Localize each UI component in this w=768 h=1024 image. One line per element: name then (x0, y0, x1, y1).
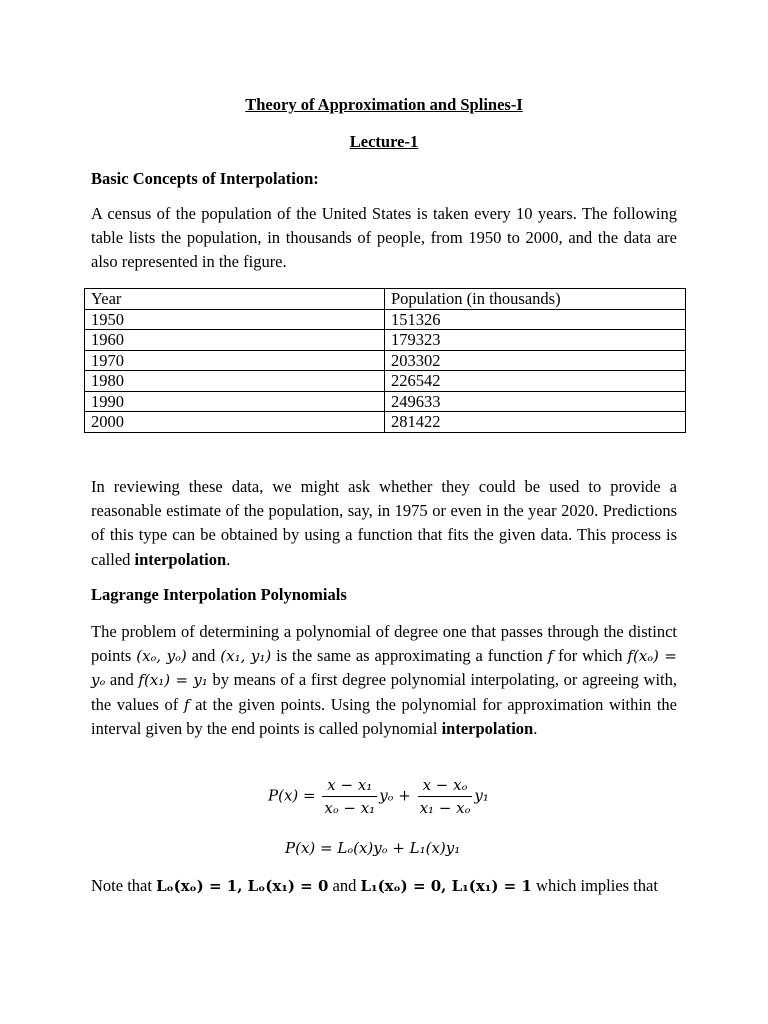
table-cell-year: 1950 (85, 309, 385, 330)
fraction-1-denominator: xₒ − x₁ (324, 799, 376, 817)
population-table (84, 288, 686, 433)
point-0: (xₒ, yₒ) (136, 647, 187, 666)
intro-paragraph: A census of the population of the United States is taken every 10 years. The following table lists the population, in thousands of people, from 1950 to 2000, and the data are also represented in the figure. (91, 204, 677, 272)
lagrange-text: and (186, 646, 221, 666)
condition-1: f(x₁) = y₁ (138, 671, 208, 690)
table-cell-year: 2000 (85, 412, 385, 433)
table-cell-year: 1980 (85, 371, 385, 392)
function-symbol: f (547, 647, 554, 666)
review-end: . (226, 549, 231, 569)
function-symbol: f (183, 695, 190, 714)
formula-tail: y₁ (474, 786, 489, 805)
lagrange-text: for which (553, 646, 628, 666)
table-row (85, 309, 686, 330)
note-line (91, 874, 677, 898)
table-header-year: Year (85, 289, 385, 310)
formula-middle: yₒ + (379, 786, 411, 805)
lagrange-text: is the same as approximating a function (271, 646, 548, 666)
note-text: and (328, 876, 361, 895)
note-equation-1: Lₒ(xₒ) = 1, Lₒ(x₁) = 0 (156, 877, 329, 895)
review-paragraph (91, 475, 677, 572)
table-row (85, 412, 686, 433)
document-title: Theory of Approximation and Splines-I (245, 95, 523, 114)
table-cell-year: 1990 (85, 391, 385, 412)
review-text: In reviewing these data, we might ask whether they could be used to provide a reasonable estimate of the population, say, in 1975 or even in the year 2020. Predictions of this type can be obtained by using a function that fits the given data. This process is called (91, 477, 677, 569)
table-row (85, 391, 686, 412)
fraction-1 (322, 774, 377, 819)
section-heading-basic-concepts: Basic Concepts of Interpolation: (91, 169, 319, 188)
table-cell-year: 1970 (85, 350, 385, 371)
table-cell-population: 249633 (385, 391, 686, 412)
lagrange-formula (268, 774, 489, 819)
table-cell-population: 226542 (385, 371, 686, 392)
table-cell-population: 179323 (385, 330, 686, 351)
lagrange-text: and (105, 670, 139, 690)
lecture-label: Lecture-1 (349, 132, 419, 151)
section-heading-lagrange: Lagrange Interpolation Polynomials (91, 585, 347, 604)
table-row (85, 371, 686, 392)
lagrange-text: . (533, 718, 538, 738)
interpolation-term: interpolation (134, 549, 227, 569)
table-cell-population: 151326 (385, 309, 686, 330)
lagrange-text: at the given points. Using the polynomial for approximation within the interval given by the end points is called polynomial (91, 694, 677, 738)
fraction-2-numerator: x − xₒ (418, 774, 473, 797)
table-cell-year: 1960 (85, 330, 385, 351)
fraction-1-numerator: x − x₁ (322, 774, 377, 797)
lagrange-paragraph (91, 620, 677, 741)
fraction-2 (418, 774, 473, 819)
note-text: Note that (91, 876, 157, 895)
table-row (85, 330, 686, 351)
table-cell-population: 281422 (385, 412, 686, 433)
table-cell-population: 203302 (385, 350, 686, 371)
table-row (85, 350, 686, 371)
condition-0: f(xₒ) = yₒ (91, 647, 677, 690)
formula-lhs: P(x) = (268, 786, 316, 805)
lagrange-text: The problem of determining a polynomial of degree one that passes through the distinct points (91, 622, 677, 666)
lagrange-text: by means of a first degree polynomial interpolating, or agreeing with, the values of (91, 670, 677, 714)
table-header-row (85, 289, 686, 310)
lagrange-basis-formula: P(x) = Lₒ(x)yₒ + L₁(x)y₁ (285, 839, 461, 857)
interpolation-term: interpolation (441, 718, 534, 738)
note-equation-2: L₁(xₒ) = 0, L₁(x₁) = 1 (360, 877, 532, 895)
fraction-2-denominator: x₁ − xₒ (419, 799, 471, 817)
note-text: which implies that (531, 876, 658, 895)
point-1: (x₁, y₁) (220, 647, 272, 666)
table-header-population: Population (in thousands) (385, 289, 686, 310)
